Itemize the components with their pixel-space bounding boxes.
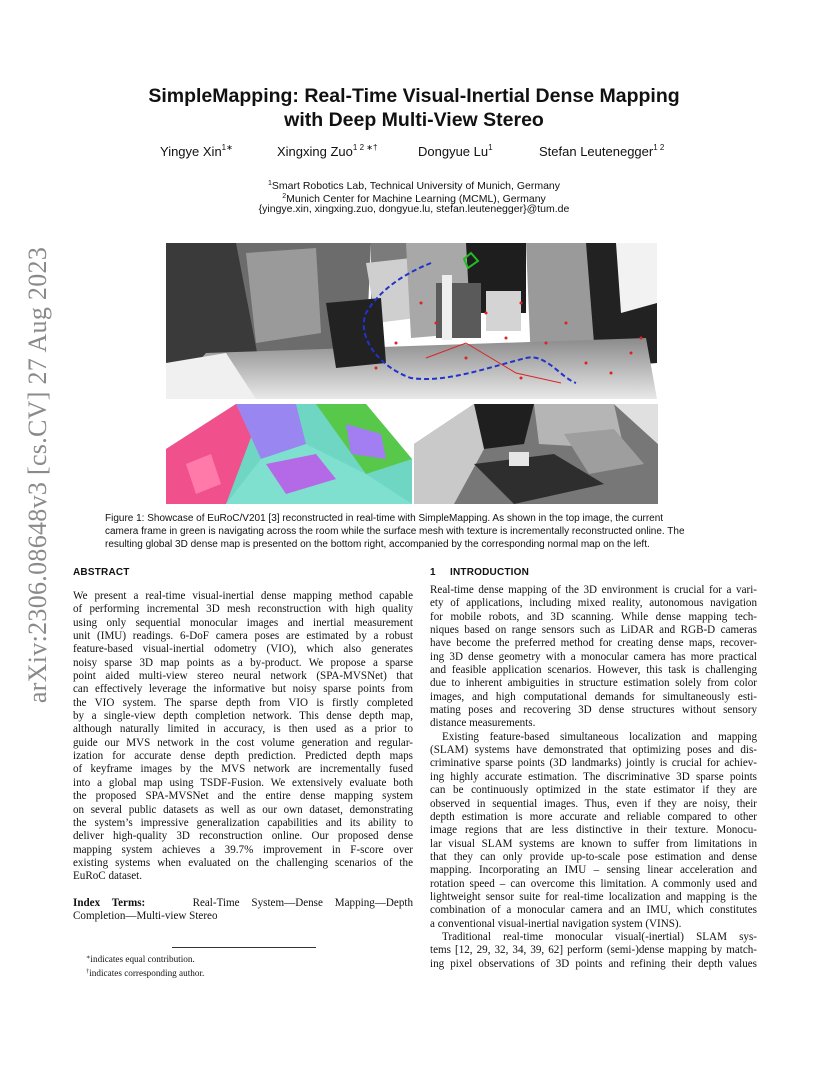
abstract-line: EuRoC dataset. <box>73 870 143 883</box>
abstract-line: of keyframe images by the MVS network are incrementally fused <box>73 763 413 776</box>
intro-line: for mobile robots, and 3D scanning. While dense mapping tech- <box>430 610 757 623</box>
author: Xingxing Zuo$^{1 2 ∗\dagger}$ <box>277 143 378 159</box>
intro-line: tems [12, 29, 32, 34, 39, 62] perform (semi-)dense mapping by match- <box>430 944 757 957</box>
intro-line: mating poses and recovering 3D dense structures without sensory <box>430 704 757 717</box>
caption-line: camera frame in green is navigating across the room while the surface mesh with texture is incrementally reconstructed online. The <box>105 526 685 537</box>
intro-line: Real-time dense mapping of the 3D environment is crucial for a vari- <box>430 584 757 596</box>
figure-global-map <box>414 404 658 504</box>
intro-line: ing pixel observations of 3D points and refining their depth values <box>430 957 757 970</box>
affiliation: $^2$Munich Center for Machine Learning (MCML), Germany <box>282 193 546 205</box>
arxiv-identifier: arXiv:2306.08648v3 [cs.CV] 27 Aug 2023 <box>23 246 52 704</box>
intro-line: (SLAM) systems have demonstrated that optimizing poses and dis- <box>430 744 757 757</box>
abstract-line: can effectively leverage the informative but noisy sparse points from <box>73 683 413 696</box>
section-heading: INTRODUCTION <box>450 567 530 578</box>
author: Dongyue Lu$^1$ <box>418 143 493 159</box>
abstract-line: unit (IMU) readings. 6-DoF camera poses are estimated by a robust <box>73 630 413 643</box>
abstract-line: the system’s impressive generalization capabilities and its ability to <box>73 816 413 829</box>
figure-reconstruction-top <box>166 243 657 399</box>
author: Yingye Xin$^{1∗}$ <box>160 143 233 159</box>
intro-line: Traditional real-time monocular visual(-inertial) SLAM sys- <box>442 930 757 943</box>
index-terms: Index Terms: Real-Time System—Dense Mapping—Depth Completion—Multi-view Stereo <box>73 897 413 923</box>
intro-line: distance measurements. <box>430 717 536 730</box>
caption-line: resulting global 3D dense map is presented on the bottom right, accompanied by the corresponding normal map on the left. <box>105 539 650 550</box>
intro-line: and feasible application scenarios. However, this task is challenging <box>430 664 757 677</box>
intro-line: ing highly accurate estimation. The discriminative 3D sparse points <box>430 770 757 783</box>
title-line: with Deep Multi-View Stereo <box>284 109 544 131</box>
abstract-line: deliver high-quality 3D reconstruction online. Our proposed dense <box>73 830 413 843</box>
title-line: SimpleMapping: Real-Time Visual-Inertial Dense Mapping <box>148 85 680 107</box>
intro-line: due to inherent ambiguities in structure estimation solely from color <box>430 677 757 690</box>
abstract-line: the proposed SPA-MVSNet and the entire dense mapping system <box>73 790 413 803</box>
abstract-line: mapping system achieves a 39.7% improvement in F-score over <box>73 843 413 856</box>
intro-line: ing 3D dense geometry with a monocular camera has more practical <box>430 650 757 663</box>
intro-line: rotation speed – can overcome this limitation. A commonly used and <box>430 877 757 890</box>
intro-line: ety of applications, including mixed reality, autonomous navigation <box>430 597 757 610</box>
footnotes <box>86 952 204 979</box>
abstract-line: ization for accurate dense depth prediction. Predicted depth maps <box>73 750 413 763</box>
author-emails: {yingye.xin, xingxing.zuo, dongyue.lu, stefan.leutenegger}@tum.de <box>258 203 570 215</box>
abstract-line: point aided multi-view stereo neural network (SPA-MVSNet) that <box>73 670 413 683</box>
abstract-line: We present a real-time visual-inertial dense mapping method capable <box>73 590 413 602</box>
abstract-line: on several public datasets as well as our own dataset, demonstrating <box>73 803 413 816</box>
intro-line: images, and high computational demands for simultaneously esti- <box>430 690 757 703</box>
intro-line: that they can only provide up-to-scale pose estimation and dense <box>430 850 757 863</box>
intro-line: have become the preferred method for creating dense maps, recover- <box>430 637 757 650</box>
intro-line: combination of a monocular camera and an IMU, which constitutes <box>430 904 757 917</box>
abstract-line: guide our MVS network in the cost volume generation and regular- <box>73 736 413 749</box>
caption-line: Figure 1: Showcase of EuRoC/V201 [3] reconstructed in real-time with SimpleMapping. As shown in the top image, the current <box>105 513 664 524</box>
intro-line: lightweight sensor suite for real-time localization and mapping is the <box>430 890 757 903</box>
abstract-line: of performing incremental 3D mesh reconstruction with high quality <box>73 603 413 616</box>
abstract-line: existing systems when evaluated on the challenging scenarios of the <box>73 856 413 869</box>
intro-line: Existing feature-based simultaneous localization and mapping <box>442 730 757 743</box>
intro-line: can be continuously optimized in the state estimator if they are <box>430 784 757 797</box>
intro-line: criminative sparse points (3D landmarks) jointly is crucial for achiev- <box>430 757 757 770</box>
section-number: 1 <box>430 567 436 578</box>
figure-normal-map <box>166 404 412 504</box>
intro-line: mapping. Incorporating an IMU – sensing linear acceleration and <box>430 864 757 877</box>
abstract-heading: ABSTRACT <box>73 567 130 578</box>
footnote-divider <box>172 947 316 948</box>
intro-line: lar visual SLAM systems are known to suffer from limitations in <box>430 837 757 850</box>
abstract-line: by a single-view depth completion network. This dense depth map, <box>73 710 413 723</box>
paper-title <box>100 84 728 132</box>
abstract-line: using only sequential monocular images and inertial measurement <box>73 616 413 629</box>
intro-line: a conventional visual-inertial navigation system (VINS). <box>430 917 682 930</box>
intro-line: image regions that are less distinctive in their texture. Monocu- <box>430 824 757 837</box>
affiliation: $^1$Smart Robotics Lab, Technical University of Munich, Germany <box>268 180 560 192</box>
footnote: †indicates corresponding author. <box>86 967 205 978</box>
intro-line: depth estimation is more accurate and reliable compared to other <box>430 810 757 823</box>
abstract-line: although naturally limited in accuracy, is then used as a prior to <box>73 723 413 736</box>
intro-line: niques based on range sensors such as LiDAR and RGB-D cameras <box>430 624 757 637</box>
abstract-line: into a global map using TSDF-Fusion. We extensively evaluate both <box>73 776 413 789</box>
abstract-line: noisy sparse 3D map points as a by-product. We propose a sparse <box>73 656 413 669</box>
abstract-line: the VIO system. The sparse depth from VIO is firstly completed <box>73 696 413 709</box>
abstract-body <box>73 590 413 884</box>
figure-caption <box>105 512 725 551</box>
author: Stefan Leutenegger$^{1 2}$ <box>539 143 665 159</box>
intro-line: observed in sequential images. Thus, even if they are noisy, their <box>430 797 757 810</box>
introduction-body <box>430 584 757 971</box>
footnote: ∗indicates equal contribution. <box>86 954 195 964</box>
abstract-line: feature-based visual-inertial odometry (VIO), which also generates <box>73 643 413 656</box>
